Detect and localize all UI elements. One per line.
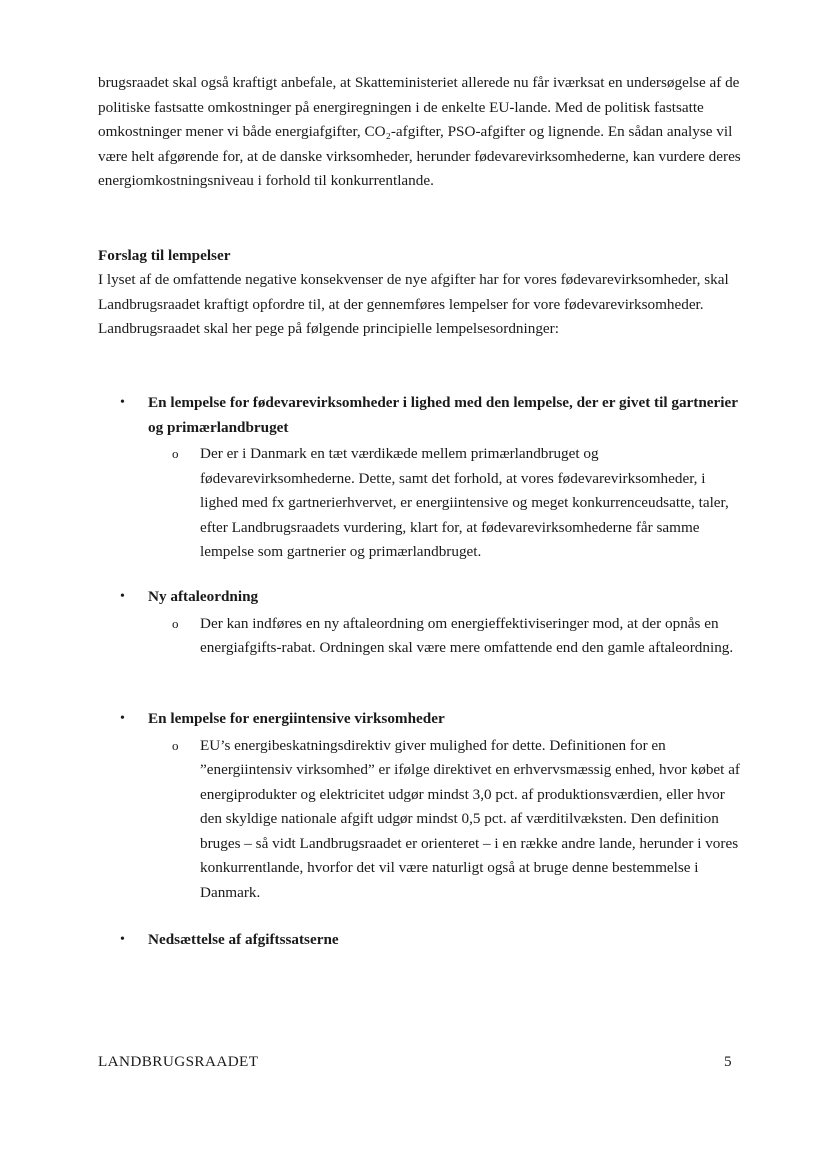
page-number: 5 bbox=[724, 1053, 732, 1070]
bullet-icon: • bbox=[120, 932, 125, 947]
sub-bullet-item bbox=[172, 734, 745, 906]
sub-bullet-icon: o bbox=[172, 615, 179, 631]
sub-bullet-item bbox=[172, 612, 745, 661]
bullet-title: En lempelse for energiintensive virksomheder bbox=[148, 710, 445, 727]
bullet-title: Ny aftaleordning bbox=[148, 588, 259, 605]
sub-bullet-text: EU’s energibeskatningsdirektiv giver mulighed for dette. Definitionen for en ”energiintensiv virksomhed” er ifølge direktivet en erhvervsmæssig enhed, hvor købet af energiprodukter og elektricitet udgør mindst 3,0 pct. af produktionsværdien, eller hvor den skyldige nationale afgift udgør mindst 0,5 pct. af værditilvæksten. Den definition bruges – så vidt Landbrugsraadet er orienteret – i en række andre lande, herunder i vores konkurrentlande, hvorfor det vil være naturligt også at bruge denne bestemmelse i Danmark. bbox=[200, 736, 740, 901]
bullet-icon: • bbox=[120, 589, 125, 604]
intro-paragraph: brugsraadet skal også kraftigt anbefale, at Skatteministeriet allerede nu får iværksat en undersøgelse af de politiske fastsatte omkostninger på energiregningen i de enkelte EU-lande. Med de politisk fastsatte omkostninger mener vi både energiafgifter, CO₂-afgifter, PSO-afgifter og lignende. En sådan analyse vil være helt afgørende for, at de danske virksomheder, herunder fødevarevirksomhederne, kan vurdere deres energiomkostningsniveau i forhold til konkurrentlande. bbox=[98, 74, 741, 189]
sub-bullet-icon: o bbox=[172, 737, 179, 753]
bullet-item bbox=[120, 928, 745, 953]
section-paragraph: I lyset af de omfattende negative konsekvenser de nye afgifter har for vores fødevarevirksomheder, skal Landbrugsraadet kraftigt opfordre til, at der gennemføres lempelser for vore fødevarevirksomheder. Landbrugsraadet skal her pege på følgende principielle lempelsesordninger: bbox=[98, 271, 729, 337]
bullet-title: Nedsættelse af afgiftssatserne bbox=[148, 931, 339, 948]
bullet-icon: • bbox=[120, 395, 125, 410]
footer-organization: LANDBRUGSRAADET bbox=[98, 1053, 259, 1070]
sub-bullet-icon: o bbox=[172, 446, 179, 461]
bullet-title: En lempelse for fødevarevirksomheder i lighed med den lempelse, der er givet til gartnerier og primærlandbruget bbox=[148, 394, 738, 436]
bullet-item bbox=[120, 391, 745, 565]
section-heading: Forslag til lempelser bbox=[98, 247, 231, 264]
sub-bullet-item bbox=[172, 442, 745, 565]
bullet-item bbox=[120, 707, 745, 905]
sub-bullet-text: Der kan indføres en ny aftaleordning om energieffektiviseringer mod, at der opnås en energiafgifts-rabat. Ordningen skal være mere omfattende end den gamle aftaleordning. bbox=[200, 614, 734, 656]
bullet-item bbox=[120, 585, 745, 661]
bullet-icon: • bbox=[120, 711, 125, 726]
sub-bullet-text: Der er i Danmark en tæt værdikæde mellem primærlandbruget og fødevarevirksomhederne. Dette, samt det forhold, at vores fødevarevirksomheder, i lighed med fx gartnerierhvervet, er energiintensive og meget konkurrenceudsatte, taler, efter Landbrugsraadets vurdering, klart for, at fødevarevirksomhederne får samme lempelse som gartnerier og primærlandbruget. bbox=[200, 445, 729, 560]
